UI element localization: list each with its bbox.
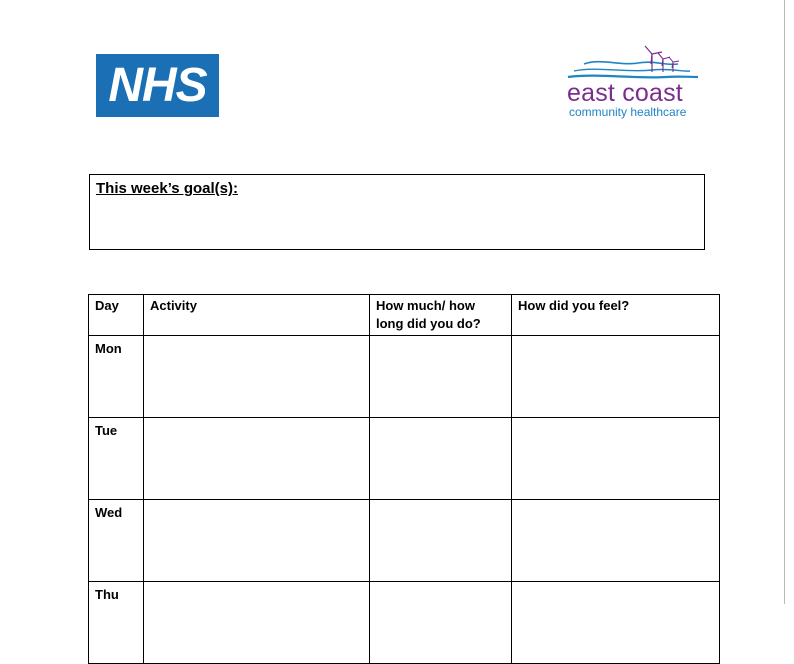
activity-diary-table <box>88 294 720 664</box>
east-coast-logo-name: east coast <box>567 79 683 107</box>
how-much-cell-thu[interactable] <box>370 582 512 664</box>
feeling-cell-tue[interactable] <box>512 418 720 500</box>
activity-cell-thu[interactable] <box>144 582 370 664</box>
nhs-logo <box>96 54 219 117</box>
column-header-activity: Activity <box>144 295 370 336</box>
column-header-feeling: How did you feel? <box>512 295 720 336</box>
table-row <box>89 418 720 500</box>
table-header-row <box>89 295 720 336</box>
column-header-how-much: How much/ how long did you do? <box>370 295 512 336</box>
wind-turbine-sea-icon <box>566 44 700 82</box>
weekly-goal-label: This week’s goal(s): <box>96 180 238 197</box>
feeling-cell-wed[interactable] <box>512 500 720 582</box>
how-much-cell-tue[interactable] <box>370 418 512 500</box>
east-coast-logo-subtitle: community healthcare <box>569 105 687 119</box>
east-coast-logo <box>566 44 706 124</box>
day-cell-wed: Wed <box>89 500 144 582</box>
activity-cell-tue[interactable] <box>144 418 370 500</box>
column-header-day: Day <box>89 295 144 336</box>
feeling-cell-thu[interactable] <box>512 582 720 664</box>
table-row <box>89 500 720 582</box>
table-row <box>89 336 720 418</box>
page-edge <box>784 0 785 604</box>
table-row <box>89 582 720 664</box>
feeling-cell-mon[interactable] <box>512 336 720 418</box>
activity-cell-mon[interactable] <box>144 336 370 418</box>
day-cell-thu: Thu <box>89 582 144 664</box>
day-cell-mon: Mon <box>89 336 144 418</box>
day-cell-tue: Tue <box>89 418 144 500</box>
how-much-cell-wed[interactable] <box>370 500 512 582</box>
how-much-cell-mon[interactable] <box>370 336 512 418</box>
nhs-logo-text: NHS <box>108 58 207 112</box>
weekly-goal-box[interactable] <box>89 174 705 250</box>
activity-cell-wed[interactable] <box>144 500 370 582</box>
